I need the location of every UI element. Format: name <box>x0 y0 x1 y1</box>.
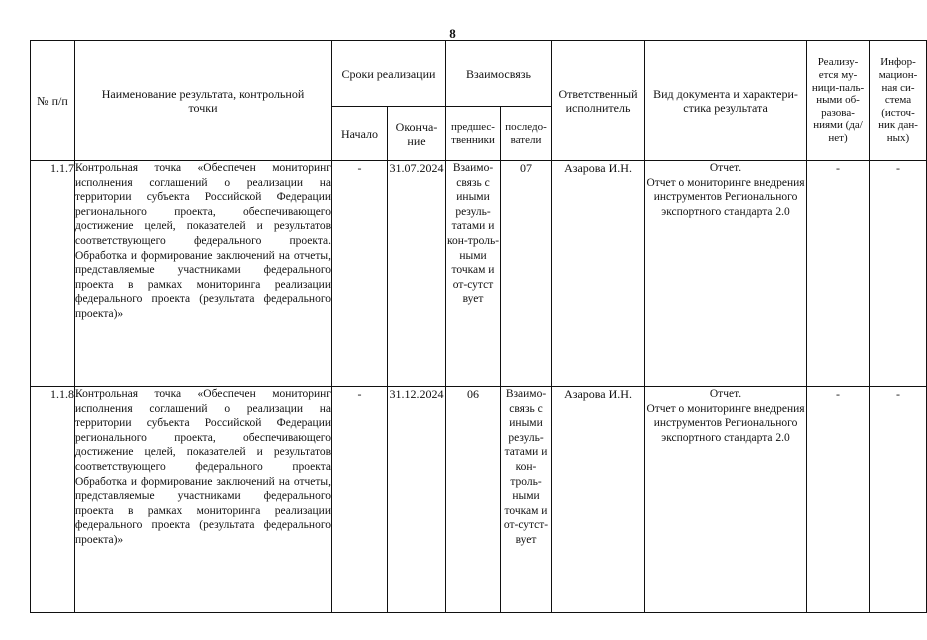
row-successors: 07 <box>501 161 552 387</box>
row-info-system: - <box>870 161 927 387</box>
header-start: Начало <box>332 107 388 161</box>
table-row <box>31 387 927 613</box>
row-num: 1.1.7 <box>31 161 75 387</box>
header-municipal: Реализу-ется му-ници-паль-ными об-разова-ниями (да/нет) <box>807 41 870 161</box>
row-responsible: Азарова И.Н. <box>552 387 645 613</box>
row-doc-title: Отчет. <box>709 162 742 174</box>
row-num: 1.1.8 <box>31 387 75 613</box>
row-doc-title: Отчет. <box>709 388 742 400</box>
row-doc-type <box>645 161 807 387</box>
row-predecessors: Взаимо-связь с иными резуль-татами и кон-троль-ными точкам и от-сутст вует <box>446 161 501 387</box>
header-relation: Взаимосвязь <box>446 41 552 107</box>
row-predecessors: 06 <box>446 387 501 613</box>
row-doc-desc: Отчет о мониторинге внедрения инструментов Регионального экспортного стандарта 2.0 <box>646 176 805 218</box>
row-municipal: - <box>807 161 870 387</box>
row-name: Контрольная точка «Обеспечен мониторинг исполнения соглашений о реализации на территории субъекта Российской Федерации регионального проекта, обеспечивающего достижение целей, показателей и результатов соответствующего федерального проекта. Обработка и формирование заключений на отчеты, представляемые участниками федерального проекта в рамках мониторинга реализации федерального проекта (результата федерального проекта)» <box>75 161 332 387</box>
page-number: 8 <box>449 26 456 41</box>
header-predecessors: предшес-твенники <box>446 107 501 161</box>
header-responsible: Ответственный исполнитель <box>552 41 645 161</box>
row-doc-type <box>645 387 807 613</box>
row-name: Контрольная точка «Обеспечен мониторинг исполнения соглашений о реализации на территории субъекта Российской Федерации регионального проекта, обеспечивающего достижение целей, показателей и результатов соответствующего федерального проекта Обработка и формирование заключений на отчеты, представляемые участниками федерального проекта в рамках мониторинга реализации федерального проекта (результата федерального проекта)» <box>75 387 332 613</box>
header-name: Наименование результата, контрольной точки <box>75 41 332 161</box>
row-municipal: - <box>807 387 870 613</box>
table-row <box>31 161 927 387</box>
header-doc-type: Вид документа и характери-стика результата <box>645 41 807 161</box>
row-successors: Взаимо-связь с иными резуль-татами и кон-троль-ными точкам и от-сутст-вует <box>501 387 552 613</box>
header-info-system: Инфор-мацион-ная си-стема (источ-ник дан-ных) <box>870 41 927 161</box>
row-end: 31.07.2024 <box>388 161 446 387</box>
header-num: № п/п <box>31 41 75 161</box>
row-end: 31.12.2024 <box>388 387 446 613</box>
row-responsible: Азарова И.Н. <box>552 161 645 387</box>
row-info-system: - <box>870 387 927 613</box>
row-start: - <box>332 161 388 387</box>
header-successors: последо-ватели <box>501 107 552 161</box>
row-start: - <box>332 387 388 613</box>
results-table <box>30 40 927 613</box>
row-doc-desc: Отчет о мониторинге внедрения инструментов Регионального экспортного стандарта 2.0 <box>646 402 805 444</box>
header-period: Сроки реализации <box>332 41 446 107</box>
header-end: Оконча-ние <box>388 107 446 161</box>
